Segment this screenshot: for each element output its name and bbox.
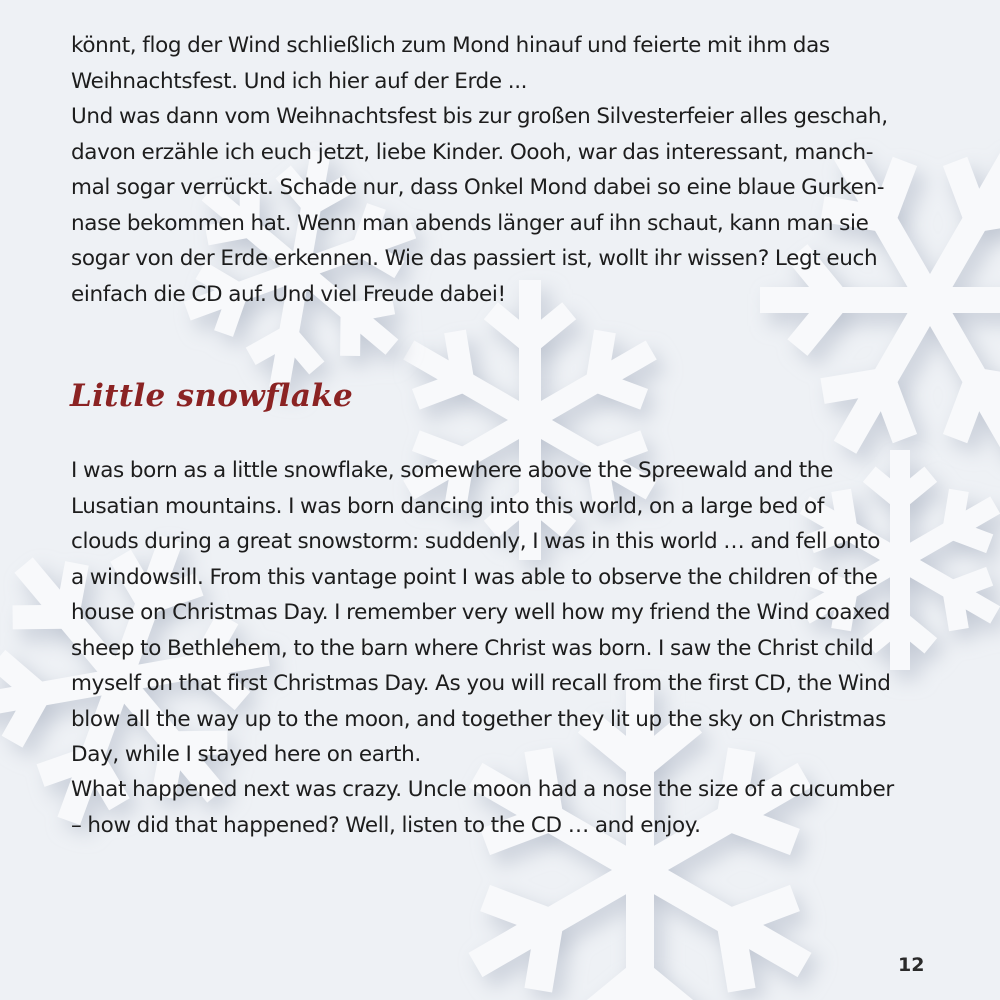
text-line: davon erzähle ich euch jetzt, liebe Kinder. Oooh, war das interessant, manch-: [71, 139, 874, 165]
text-line: sogar von der Erde erkennen. Wie das passiert ist, wollt ihr wissen? Legt euch: [71, 246, 878, 271]
text-line: house on Christmas Day. I remember very well how my friend the Wind coaxed: [71, 600, 891, 625]
text-line: mal sogar verrückt. Schade nur, dass Onkel Mond dabei so eine blaue Gurken-: [71, 175, 885, 200]
text-line: a windowsill. From this vantage point I was able to observe the children of the: [71, 564, 878, 590]
text-line: nase bekommen hat. Wenn man abends länger auf ihn schaut, kann man sie: [71, 210, 869, 236]
text-line: clouds during a great snowstorm: suddenly, I was in this world … and fell onto: [71, 529, 881, 554]
text-line: sheep to Bethlehem, to the barn where Christ was born. I saw the Christ child: [71, 635, 874, 661]
text-line: blow all the way up to the moon, and together they lit up the sky on Christmas: [71, 706, 886, 732]
page-number: 12: [898, 954, 925, 976]
text-line: What happened next was crazy. Uncle moon had a nose the size of a cucumber: [71, 777, 894, 802]
text-line: einfach die CD auf. Und viel Freude dabei!: [71, 281, 506, 307]
text-line: Und was dann vom Weihnachtsfest bis zur großen Silvesterfeier alles geschah,: [71, 104, 888, 129]
text-line: I was born as a little snowflake, somewhere above the Spreewald and the: [71, 458, 833, 483]
text-line: – how did that happened? Well, listen to the CD … and enjoy.: [71, 812, 701, 838]
text-line: könnt, flog der Wind schließlich zum Mond hinauf und feierte mit ihm das: [71, 33, 830, 58]
text-line: Day, while I stayed here on earth.: [71, 742, 421, 767]
text-line: myself on that first Christmas Day. As you will recall from the first CD, the Wind: [71, 671, 891, 696]
german-paragraph-2: [71, 99, 971, 312]
german-paragraph-1: [71, 28, 971, 99]
section-heading: Little snowflake: [70, 378, 354, 414]
text-line: Weihnachtsfest. Und ich hier auf der Erde ...: [71, 68, 528, 94]
text-line: Lusatian mountains. I was born dancing into this world, on a large bed of: [71, 493, 825, 519]
english-paragraph-1: [71, 453, 971, 773]
english-paragraph-2: [71, 772, 971, 843]
